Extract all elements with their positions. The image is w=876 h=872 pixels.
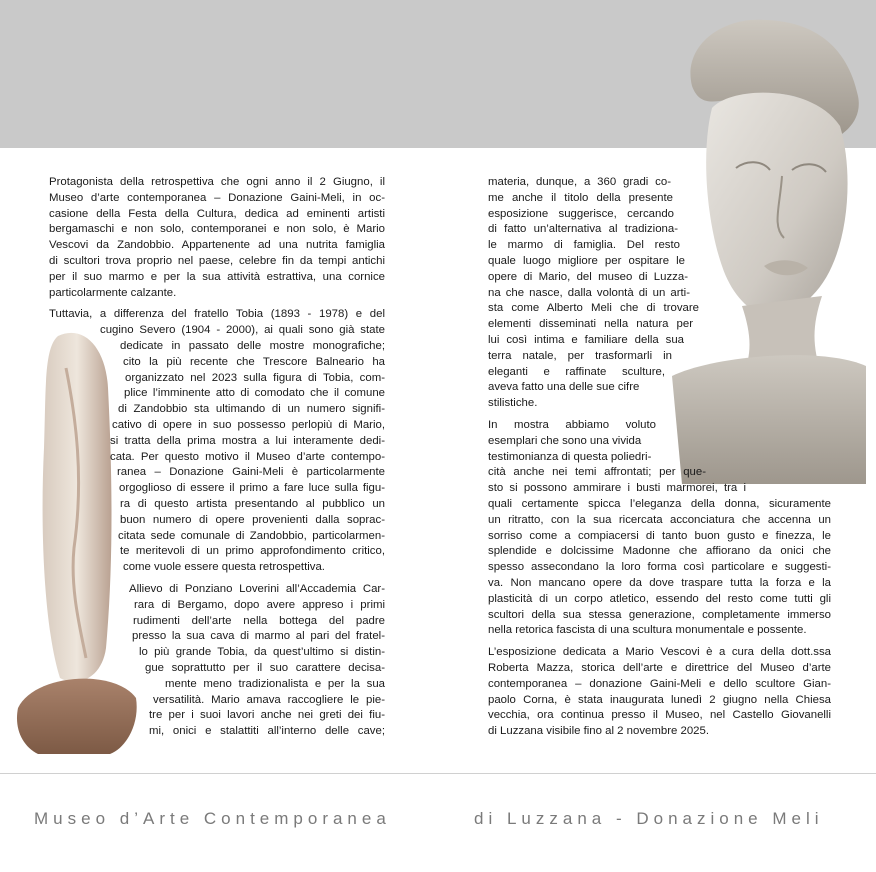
text-line: scultori della sua stessa generazione, completamente immerso <box>488 608 831 621</box>
text-line: mente meno tradizionalista e per la sua <box>165 677 385 690</box>
text-line: me anche il titolo della presente <box>488 191 673 204</box>
right-paragraph-3 <box>488 645 831 740</box>
text-line: le marmo di famiglia. Del resto <box>488 239 680 252</box>
text-line: ra di questo artista presentando al pubblico un <box>120 497 385 510</box>
text-line: Protagonista della retrospettiva che ogni anno il 2 Giugno, il <box>49 176 385 188</box>
text-line: elementi disseminati nella natura per <box>488 318 693 331</box>
left-paragraph-2 <box>49 307 385 576</box>
text-line: Allievo di Ponziano Loverini all’Accademia Car- <box>129 582 385 595</box>
text-line: Roberta Mazza, storica dell’arte e direttrice del Museo d’arte <box>488 661 831 674</box>
text-line: cugino Severo (1904 - 2000), ai quali sono già state <box>100 324 385 337</box>
text-line: versatilità. Mario amava raccogliere le pie- <box>153 693 385 706</box>
text-line: presso la sua cava di marmo al pari del fratel- <box>132 630 385 643</box>
text-line: organizzato nel 2023 sulla figura di Tobia, com- <box>125 371 385 384</box>
right-text-column <box>488 175 831 746</box>
text-line: plice l’imminente atto di comodato che il comune <box>124 387 385 400</box>
text-line: plasticità di un corpo atletico, essendo del resto come tutti gli <box>488 592 831 605</box>
text-line: per il suo marmo e per la sua attività estrattiva, una cornice <box>49 270 385 283</box>
text-line: quale luogo migliore per ospitare le <box>488 254 685 267</box>
text-line: un ritratto, con la sua ricercata acconciatura che accenna un <box>488 513 831 526</box>
text-line: di Luzzana visibile fino al 2 novembre 2025. <box>488 725 709 738</box>
text-line: vecchia, ora continua presso il Museo, nel Castello Giovanelli <box>488 709 831 722</box>
text-line: na che nasce, dalla volontà di un arti- <box>488 286 690 299</box>
text-line: L’esposizione dedicata a Mario Vescovi è a cura della dott.ssa <box>488 646 831 659</box>
text-line: Museo d’arte contemporanea – Donazione Gaini-Meli, in oc- <box>49 191 385 204</box>
text-line: particolarmente calzante. <box>49 286 177 299</box>
footer-divider <box>0 773 876 774</box>
text-line: casione della Festa della Cultura, dedica ad eminenti artisti <box>49 207 385 220</box>
left-text-column <box>49 175 385 746</box>
text-line: testimonianza di questa poliedri- <box>488 450 652 463</box>
footer-location-donation: di Luzzana - Donazione Meli <box>474 809 824 828</box>
text-line: cità anche nei temi affrontati; per que- <box>488 466 706 479</box>
text-line: cativo di opere in suo possesso perlopiù di Mario, <box>112 418 385 431</box>
text-line: eleganti e raffinate sculture, <box>488 365 665 378</box>
text-line: di scultori trova proprio nel paese, celebre fin da tempi antichi <box>49 254 385 267</box>
left-paragraph-1 <box>49 175 385 301</box>
text-line: opere di Mario, del museo di Luzza- <box>488 270 688 283</box>
text-line: stilistiche. <box>488 397 538 410</box>
text-line: quali certamente spicca l’eleganza della donna, sicuramente <box>488 497 831 510</box>
text-line: gue soprattutto per il suo carattere decisa- <box>145 661 385 674</box>
text-line: sta come Alberto Meli che di trovare <box>488 302 699 315</box>
text-line: paolo Corna, è stata inaugurata lunedì 2 giugno nella Chiesa <box>488 693 831 706</box>
text-line: te meritevoli di un primo approfondimento critico, <box>120 545 385 558</box>
right-paragraph-1 <box>488 175 831 412</box>
text-line: rudimenti dell’arte nella bottega del padre <box>133 614 385 627</box>
text-line: di Zandobbio sta ultimando di un numero signifi- <box>118 403 385 416</box>
text-line: sto si possono ammirare i busti marmorei, tra i <box>488 482 746 495</box>
text-line: come vuole essere questa retrospettiva. <box>123 561 325 574</box>
left-paragraph-3 <box>49 582 385 740</box>
text-line: sorriso come a compiacersi di tanto buon gusto e finezza, le <box>488 529 831 542</box>
text-line: esemplari che sono una vivida <box>488 434 642 447</box>
text-line: mi, onici e stalattiti all’interno delle cave; <box>149 725 385 738</box>
text-line: orgoglioso di essere il primo a fare luce sulla figu- <box>119 482 385 495</box>
text-line: va. Non mancano opere da dove traspare tutta la forza e la <box>488 576 831 589</box>
text-line: Vescovi da Zandobbio. Appartenente ad una nutrita famiglia <box>49 239 385 252</box>
text-line: splendide e dolcissime Madonne che affiorano da onici che <box>488 545 831 558</box>
text-line: contemporanea – donazione Gaini-Meli e dello scultore Gian- <box>488 677 831 690</box>
text-line: cata. Per questo motivo il Museo d’arte contempo- <box>110 450 385 463</box>
text-line: lui così intima e familiare della sua <box>488 333 684 346</box>
text-line: dedicate in passato delle mostre monografiche; <box>120 339 385 352</box>
text-line: spesso assecondano la loro forma così particolare e suggesti- <box>488 561 831 574</box>
text-line: ranea – Donazione Gaini-Meli è particolarmente <box>117 466 385 479</box>
text-line: lo più grande Tobia, da quest’ultimo si distin- <box>139 646 385 659</box>
text-line: aveva fatto una delle sue cifre <box>488 381 640 394</box>
text-line: In mostra abbiamo voluto <box>488 418 656 431</box>
text-line: terra natale, per trasformarli in <box>488 349 672 362</box>
text-line: cito la più recente che Trescore Balneario ha <box>123 355 385 368</box>
text-line: nella retorica fascista di una scultura monumentale e possente. <box>488 624 807 637</box>
text-line: esposizione suggerisce, cercando <box>488 207 674 220</box>
text-line: rara di Bergamo, dopo avere appreso i primi <box>134 598 385 611</box>
text-line: bergamaschi e non solo, contemporanei e non solo, è Mario <box>49 223 385 236</box>
text-line: Tuttavia, a differenza del fratello Tobia (1893 - 1978) e del <box>49 308 385 321</box>
text-line: tre per i suoi lavori anche nei greti dei fiu- <box>149 709 385 722</box>
text-line: materia, dunque, a 360 gradi co- <box>488 176 671 188</box>
right-paragraph-2 <box>488 418 831 639</box>
text-line: si tratta della prima mostra a lui interamente dedi- <box>110 434 385 447</box>
text-line: buon numero di opere provenienti dalla soprac- <box>120 513 385 526</box>
footer-museum-name: Museo d’Arte Contemporanea <box>34 809 391 828</box>
text-line: citata sede comunale di Zandobbio, particolarmen- <box>118 529 385 542</box>
text-line: di fatto un’alternativa al tradiziona- <box>488 223 678 236</box>
